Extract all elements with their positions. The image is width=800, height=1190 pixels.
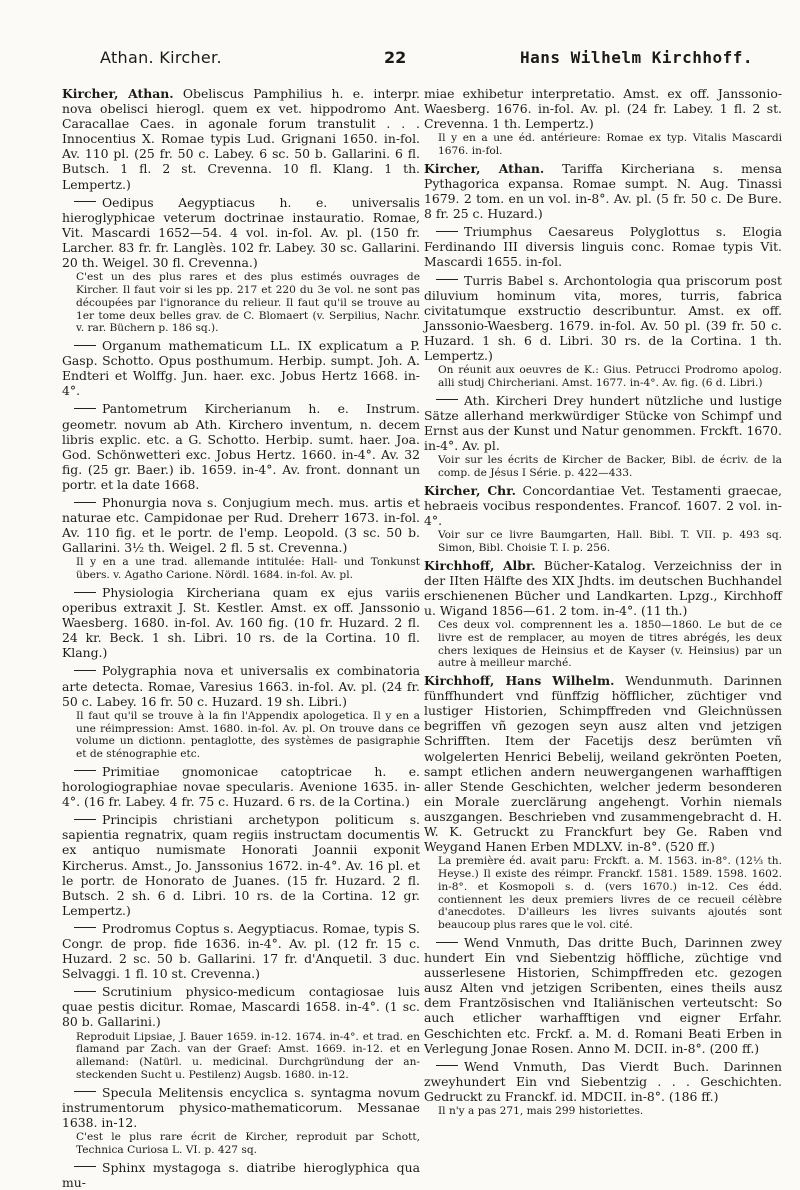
entry-note: Reproduit Lipsiae, J. Bauer 1659. in-12. 1674. in-4°. et trad. en flamand par Zach. van der Graef: Amst. 1669. in-12. et en allemand: (Natürl. u. medicinal. Durchgründung der an-steckenden Sucht u. Pestilenz) Augsb. 1680. in-12. xyxy=(76,1030,420,1081)
bibliography-entry xyxy=(62,812,420,918)
header-right: Hans Wilhelm Kirchhoff. xyxy=(520,48,754,67)
ditto-dash xyxy=(436,231,458,232)
ditto-dash xyxy=(436,399,458,400)
ditto-dash xyxy=(74,408,96,409)
ditto-dash xyxy=(74,592,96,593)
left-column xyxy=(62,86,420,1190)
entry-text: Phonurgia nova s. Conjugium mech. mus. artis et naturae etc. Campidonae per Rud. Dreherr 1673. in-fol. Av. 110 fig. et le portr. de l'emp. Leopold. (3 sc. 50 b. Gallarini. 3½ th. Weigel. 2 fl. 5 st. Crevenna.) xyxy=(62,495,420,556)
entry-text: Ath. Kircheri Drey hundert nützliche und lustige Sätze allerhand merkwürdiger Stücke von Schimpf und Ernst aus der Kunst und Natur genommen. Frckft. 1670. in-4°. Av. pl. xyxy=(424,392,782,453)
entry-note: Il n'y a pas 271, mais 299 historiettes. xyxy=(438,1105,644,1118)
entry-text: Oedipus Aegyptiacus h. e. universalis hieroglyphicae veterum doctrinae instauratio. Romae, Vit. Mascardi 1652—54. 4 vol. in-fol. Av. pl. (150 fr. Larcher. 83 fr. fr. Langlès. 102 fr. Labey. 30 sc. Gallarini. 20 th. Weigel. 30 fl. Crevenna.) xyxy=(62,194,420,271)
entry-text: Obeliscus Pamphilius h. e. interpr. nova obelisci hierogl. quem ex vet. hippodromo Ant. Caracallae Caes. in agonale forum transtulit . . . Innocentius X. Romae typis Lud. Grignani 1650. in-fol. Av. 110 pl. (25 fr. 50 c. Labey. 6 sc. 50 b. Gallarini. 6 fl. Butsch. 1 fl. 2 st. Crevenna. 10 fl. Klang. 1 th. Lempertz.) xyxy=(62,86,420,192)
ditto-dash xyxy=(436,1065,458,1066)
bibliography-entry xyxy=(62,495,420,582)
entry-note: Il y en a une trad. allemande intitulée: Hall- und Tonkunst übers. v. Agatho Carione. Nördl. 1684. in-fol. Av. pl. xyxy=(76,556,420,582)
entry-author: Kirchhoff, Hans Wilhelm. xyxy=(424,673,615,689)
entry-text: Specula Melitensis encyclica s. syntagma novum instrumentorum physico-mathematicorum. Messanae 1638. in-12. xyxy=(62,1084,420,1130)
page-number: 22 xyxy=(384,48,407,67)
bibliography-entry xyxy=(62,585,420,660)
ditto-dash xyxy=(436,279,458,280)
ditto-dash xyxy=(74,502,96,503)
ditto-dash xyxy=(74,991,96,992)
entry-author: Kircher, Chr. xyxy=(424,482,516,498)
bibliography-entry xyxy=(62,338,420,398)
bibliography-entry xyxy=(62,1160,420,1190)
entry-author: Kirchhoff, Albr. xyxy=(424,557,536,573)
entry-text: Prodromus Coptus s. Aegyptiacus. Romae, typis S. Congr. de prop. fide 1636. in-4°. Av. pl. (12 fr. 15 c. Huzard. 2 sc. 50 b. Gallarini. 17 fr. d'Anquetil. 3 duc. Selvaggi. 1 fl. 10 st. Crevenna.) xyxy=(62,920,420,982)
bibliography-entry xyxy=(62,195,420,335)
ditto-dash xyxy=(436,942,458,943)
entry-text: Bücher-Katalog. Verzeichniss der in der IIten Hälfte des XIX Jhdts. im deutschen Buchhandel erschienenen Bücher und Landkarten. Lpzg., Kirchhoff u. Wigand 1856—61. 2 tom. in-4°. (11 th.) xyxy=(424,557,782,618)
entry-note: C'est un des plus rares et des plus estimés ouvrages de Kircher. Il faut voir si les pp. 217 et 220 du 3e vol. ne sont pas découpées par l'ignorance du relieur. Il faut qu'il se trouve au 1er tome deux belles grav. de C. Blomaert (v. Serpilius, Nachr. v. rar. Büchern p. 186 sq.). xyxy=(76,271,420,335)
entry-text: Wend Vnmuth, Das Vierdt Buch. Darinnen zweyhundert Ein vnd Siebentzig . . . Geschichten. Gedruckt zu Franckf. id. MDCII. in-8°. (186 ff.) xyxy=(424,1058,782,1104)
entry-text: Concordantiae Vet. Testamenti graecae, hebraeis vocibus respondentes. Francof. 1607. 2 vol. in-4°. xyxy=(424,482,782,528)
ditto-dash xyxy=(74,1091,96,1092)
entry-text: Wend Vnmuth, Das dritte Buch, Darinnen zwey hundert Ein vnd Siebentzig höffliche, züchtige vnd ausserlesene Historien, Schimpffreden etc. gezogen ausz Alten vnd jetzigen Scribenten, eines theils ausz dem Frantzösischen vnd Italiänischen verteutscht: So auch etlicher warhafftigen vnd eigner Erfahr. Geschichten etc. Frckf. a. M. d. Romani Beati Erben in Verlegung Jonae Rosen. Anno M. DCII. in-8°. (200 ff.) xyxy=(424,935,782,1056)
ditto-dash xyxy=(74,345,96,346)
ditto-dash xyxy=(74,670,96,671)
entry-text: Scrutinium physico-medicum contagiosae luis quae pestis dicitur. Romae, Mascardi 1658. in-4°. (1 sc. 80 b. Gallarini.) xyxy=(62,984,420,1030)
entry-text: miae exhibetur interpretatio. Amst. ex off. Janssonio-Waesberg. 1676. in-fol. Av. pl. (24 fr. Labey. 1 fl. 2 st. Crevenna. 1 th. Lempertz.) xyxy=(424,86,782,132)
entry-note: Ces deux vol. comprennent les a. 1850—1860. Le but de ce livre est de remplacer, au moyen de titres abrégés, les deux chers lexiques de Heinsius et de Kayser (v. Heinsius) par un autre à meilleur marché. xyxy=(438,618,782,670)
entry-text: Organum mathematicum LL. IX explicatum a P. Gasp. Schotto. Opus posthumum. Herbip. sumpt. Joh. A. Endteri et Wolffg. Jun. haer. exc. Jobus Hertz 1668. in-4°. xyxy=(62,338,420,399)
bibliography-entry xyxy=(424,393,782,480)
entry-note: Il y en a une éd. antérieure: Romae ex typ. Vitalis Mascardi 1676. in-fol. xyxy=(438,132,782,158)
entry-note: Voir sur ce livre Baumgarten, Hall. Bibl. T. VII. p. 493 sq. Simon, Bibl. Choisie T. I. p. 256. xyxy=(438,528,782,554)
bibliography-entry xyxy=(62,86,420,192)
bibliography-entry xyxy=(424,1059,782,1118)
entry-text: Principis christiani archetypon politicum s. sapientia regnatrix, quam regiis instructam documentis ex antiquo numismate Honorati Joannii exponit Kircherus. Amst., Jo. Janssonius 1672. in-4°. Av. 16 pl. et le portr. de Honorato de Juanes. (15 fr. Huzard. 2 fl. Butsch. 2 sh. 6 d. Libri. 10 rs. de la Cortina. 12 gr. Lempertz.) xyxy=(62,812,420,918)
bibliography-entry xyxy=(424,86,782,158)
ditto-dash xyxy=(74,770,96,771)
entry-text: Pantometrum Kircherianum h. e. Instrum. geometr. novum ab Ath. Kirchero inventum, n. decem libris explic. etc. a G. Schotto. Herbip. sumt. haer. Joa. God. Schönwetteri exc. Jobus Hertz. 1660. in-4°. Av. 32 fig. (25 gr. Baer.) ib. 1659. in-4°. Av. front. donnant un portr. et la date 1668. xyxy=(62,401,420,492)
bibliography-entry xyxy=(62,984,420,1081)
right-column xyxy=(424,86,782,1116)
running-header xyxy=(0,48,800,72)
entry-text: Physiologia Kircheriana quam ex ejus variis operibus extraxit J. St. Kestler. Amst. ex off. Janssonio Waesberg. 1680. in-fol. Av. 160 fig. (10 fr. Huzard. 2 fl. 24 kr. Beck. 1 sh. Libri. 10 rs. de la Cortina. 10 fl. Klang.) xyxy=(62,585,420,661)
entry-text: Triumphus Caesareus Polyglottus s. Elogia Ferdinando III diversis linguis conc. Romae typis Vit. Mascardi 1655. in-fol. xyxy=(424,224,782,270)
header-left: Athan. Kircher. xyxy=(100,48,222,67)
entry-note: On réunit aux oeuvres de K.: Gius. Petrucci Prodromo apolog. alli studj Chircheriani. Amst. 1677. in-4°. Av. fig. (6 d. Libri.) xyxy=(438,364,782,389)
bibliography-entry xyxy=(62,663,420,760)
entry-text: Turris Babel s. Archontologia qua priscorum post diluvium hominum vita, mores, turris, fabrica civitatumque exstructio describuntur. Amst. ex off. Janssonio-Waesberg. 1679. in-fol. Av. 50 pl. (39 fr. 50 c. Huzard. 1 sh. 6 d. Libri. 30 rs. de la Cortina. 1 th. Lempertz.) xyxy=(424,272,782,363)
entry-text: Polygraphia nova et universalis ex combinatoria arte detecta. Romae, Varesius 1663. in-fol. Av. pl. (24 fr. 50 c. Labey. 16 fr. 50 c. Huzard. 19 sh. Libri.) xyxy=(62,663,420,709)
bibliography-entry xyxy=(62,401,420,492)
entry-text: Wendunmuth. Darinnen fünffhundert vnd fünffzig höfflicher, züchtiger vnd lustiger Historien, Schimpffreden vnd Gleichnüssen begriffen vñ gezogen seyn ausz alten vnd jetzigen Schrifften. Item der Facetijs desz berümten vñ wolgelerten Henrici Bebelij, weiland gekrönten Poeten, sampt etlichen andern neuwergangenen warhafftigen aller Stende Geschichten, welcher jederm besonderen ein Morale zuerclärung angehengt. Vorhin niemals auszgangen. Beschrieben vnd zusammengebracht d. H. W. K. Getruckt zu Franckfurt bey Ge. Raben vnd Weygand Hanen Erben MDLXV. in-8°. (520 ff.) xyxy=(424,673,782,855)
ditto-dash xyxy=(74,927,96,928)
ditto-dash xyxy=(74,1166,96,1167)
bibliography-entry xyxy=(62,1085,420,1157)
bibliography-entry xyxy=(424,673,782,932)
ditto-dash xyxy=(74,201,96,202)
entry-note: C'est le plus rare écrit de Kircher, reproduit par Schott, Technica Curiosa L. VI. p. 427 sq. xyxy=(76,1131,420,1156)
bibliography-entry xyxy=(62,921,420,981)
entry-note: Il faut qu'il se trouve à la fin l'Appendix apologetica. Il y en a une réimpression: Amst. 1680. in-fol. Av. pl. On trouve dans ce volume un dictionn. pentaglotte, des systèmes de pasigraphie et de sténographie etc. xyxy=(76,709,420,761)
bibliography-entry xyxy=(424,935,782,1056)
bibliography-entry xyxy=(424,273,782,390)
entry-text: Sphinx mystagoga s. diatribe hieroglyphica qua mu- xyxy=(62,1159,420,1190)
bibliography-entry xyxy=(424,161,782,221)
entry-text: Primitiae gnomonicae catoptricae h. e. horologiographiae novae specularis. Avenione 1635. in-4°. (16 fr. Labey. 4 fr. 75 c. Huzard. 6 rs. de la Cortina.) xyxy=(62,763,420,810)
entry-author: Kircher, Athan. xyxy=(424,160,545,176)
bibliography-entry xyxy=(424,483,782,555)
ditto-dash xyxy=(74,819,96,820)
bibliography-entry xyxy=(62,764,420,809)
entry-note: Voir sur les écrits de Kircher de Backer, Bibl. de écriv. de la comp. de Jésus I Série. p. 422—433. xyxy=(438,454,782,479)
bibliography-entry xyxy=(424,558,782,671)
bibliography-entry xyxy=(424,224,782,269)
entry-author: Kircher, Athan. xyxy=(62,86,174,101)
entry-text: Tariffa Kircheriana s. mensa Pythagorica expansa. Romae sumpt. N. Aug. Tinassi 1679. 2 tom. en un vol. in-8°. Av. pl. (5 fr. 50 c. De Bure. 8 fr. 25 c. Huzard.) xyxy=(424,160,782,222)
entry-note: La première éd. avait paru: Frckft. a. M. 1563. in-8°. (12⅓ th. Heyse.) Il existe des réimpr. Franckf. 1581. 1589. 1598. 1602. in-8°. et Kosmopoli s. d. (vers 1670.) in-12. Ces édd. contiennent les deux premiers livres de ce recueil célèbre d'anecdotes. D'ailleurs les livres suivants ajoutés sont beaucoup plus rares que le vol. cité. xyxy=(438,855,782,932)
